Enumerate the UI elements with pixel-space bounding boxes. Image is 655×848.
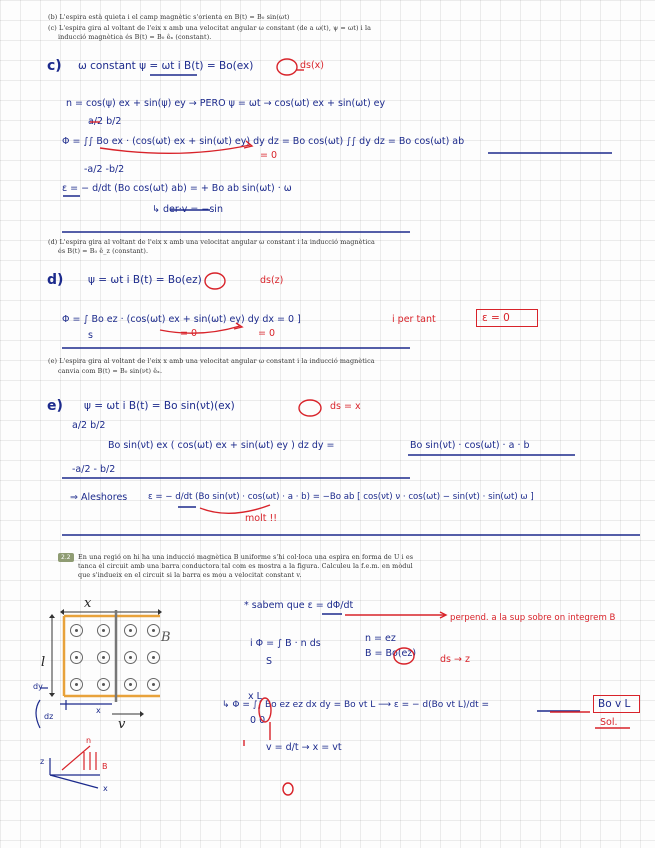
printed-text: (c) L'espira gira al voltant de l'eix x amb una velocitat angular ω constant (de a ω(t), ψ = ωt) i la [48, 24, 372, 32]
integral-limit: -a/2 -b/2 [84, 164, 125, 175]
axis-label-n: n [86, 736, 92, 745]
handwritten-note: molt !! [245, 513, 278, 524]
handwritten-line: ε = − d/dt (Bo cos(ωt) ab) = + Bo ab sin(ωt) · ω [62, 183, 292, 194]
handwritten-line: ε = − d/dt (Bo sin(νt) · cos(ωt) · a · b) = −Bo ab [ cos(νt) ν · cos(ωt) − sin(νt) · sin(ωt) ω ] [148, 492, 534, 502]
axis-label-b: B [102, 762, 108, 771]
result: ε = 0 [482, 312, 510, 324]
printed-text: que s'indueix en el circuit si la barra es mou a velocitat constant v. [78, 571, 302, 579]
integral-limit: a/2 b/2 [72, 420, 106, 431]
integral-limit: -a/2 - b/2 [72, 464, 116, 475]
handwritten-line: * sabem que ε = dΦ/dt [244, 600, 354, 611]
figure-label-v: v [118, 717, 126, 732]
figure-label-x: x [84, 596, 92, 611]
integral-limit: 0 0 [250, 715, 266, 726]
integral-limit: S [266, 656, 273, 667]
handwritten-note: ds(z) [260, 275, 284, 286]
handwritten-line: n = ez [365, 633, 396, 644]
handwritten-note: perpend. a la sup sobre on integrem B [450, 613, 616, 623]
handwritten-line: v = d/t → x = vt [266, 742, 342, 753]
handwritten-note: ds(x) [300, 60, 325, 71]
handwritten-note: i per tant [392, 314, 436, 325]
handwritten-line: ψ = ωt i B(t) = Bo(ez) [88, 274, 202, 286]
figure-label-l: l [41, 655, 46, 670]
handwritten-note: = 0 [260, 150, 278, 161]
printed-text: tanca el circuit amb una barra conductora tal com es mostra a la figura. Calculeu la f.e.m. en mòdul [78, 562, 413, 570]
section-label: c) [47, 58, 62, 74]
handwritten-line: ψ = ωt i B(t) = Bo sin(νt)(ex) [84, 400, 235, 412]
figure-label-x-bottom: x [96, 706, 101, 715]
integral-limit: s [88, 330, 93, 341]
figure-label-dy: dy [33, 682, 43, 691]
handwritten-line: i Φ = ∫ B · n ds [250, 638, 321, 649]
solution-label: Sol. [600, 717, 618, 728]
handwritten-line: Bo sin(νt) ex ( cos(ωt) ex + sin(ωt) ey ) dz dy = [108, 440, 335, 451]
printed-text: (b) L'espira està quieta i el camp magnètic s'orienta en B(t) = B₀ sin(ωt) [48, 13, 290, 21]
printed-text: canvia com B(t) = B₀ sin(νt) êₓ. [58, 367, 163, 375]
problem-number-badge: 2.2 [58, 553, 74, 562]
printed-text: (d) L'espira gira al voltant de l'eix x amb una velocitat angular ω constant i la inducció magnètica [48, 238, 375, 246]
integral-limit: a/2 b/2 [88, 116, 122, 127]
figure-label-b: B [161, 630, 171, 645]
handwritten-line: ω constant ψ = ωt i B(t) = Bo(ex) [78, 60, 254, 72]
handwritten-note: ↳ der·v = −sin [152, 204, 223, 215]
printed-text: inducció magnètica és B(t) = B₀ êₓ (constant). [58, 33, 212, 41]
handwritten-line: ↳ Φ = ∫∫ Bo ez ez dx dy = Bo vt L ⟶ ε = − d(Bo vt L)/dt = [222, 700, 490, 710]
handwritten-line: B = Bo(ez) [365, 648, 417, 659]
section-label: e) [47, 398, 63, 414]
axis-label-x: x [103, 784, 108, 793]
printed-text: (e) L'espira gira al voltant de l'eix x amb una velocitat angular ω constant i la inducció magnètica [48, 357, 375, 365]
result: Bo sin(νt) · cos(ωt) · a · b [410, 440, 530, 451]
handwritten-note: = 0 [258, 328, 276, 339]
printed-text: En una regió on hi ha una inducció magnètica B uniforme s'hi col·loca una espira en forma de U i es [78, 553, 414, 561]
handwritten-line: Φ = ∫ Bo ez · (cos(ωt) ex + sin(ωt) ey) dy dx = 0 ] [62, 314, 301, 325]
integral-limit: x L [248, 691, 262, 702]
section-label: d) [47, 272, 64, 288]
handwritten-note: = 0 [180, 328, 198, 339]
handwritten-note: ds → z [440, 654, 470, 665]
axis-label-z: z [40, 757, 45, 766]
result: Bo v L [598, 698, 631, 710]
handwritten-note: ds = x [330, 401, 361, 412]
figure-label-dz: dz [44, 712, 54, 721]
handwritten-line: n = cos(ψ) ex + sin(ψ) ey → PERO ψ = ωt → cos(ωt) ex + sin(ωt) ey [66, 98, 386, 109]
handwritten-line: Φ = ∫∫ Bo ex · (cos(ωt) ex + sin(ωt) ey) dy dz = Bo cos(ωt) ∫∫ dy dz = Bo cos(ωt) ab [62, 136, 465, 147]
printed-text: és B(t) = B₀ ê_z (constant). [58, 247, 149, 255]
handwritten-line: ⇒ Aleshores [70, 492, 128, 503]
